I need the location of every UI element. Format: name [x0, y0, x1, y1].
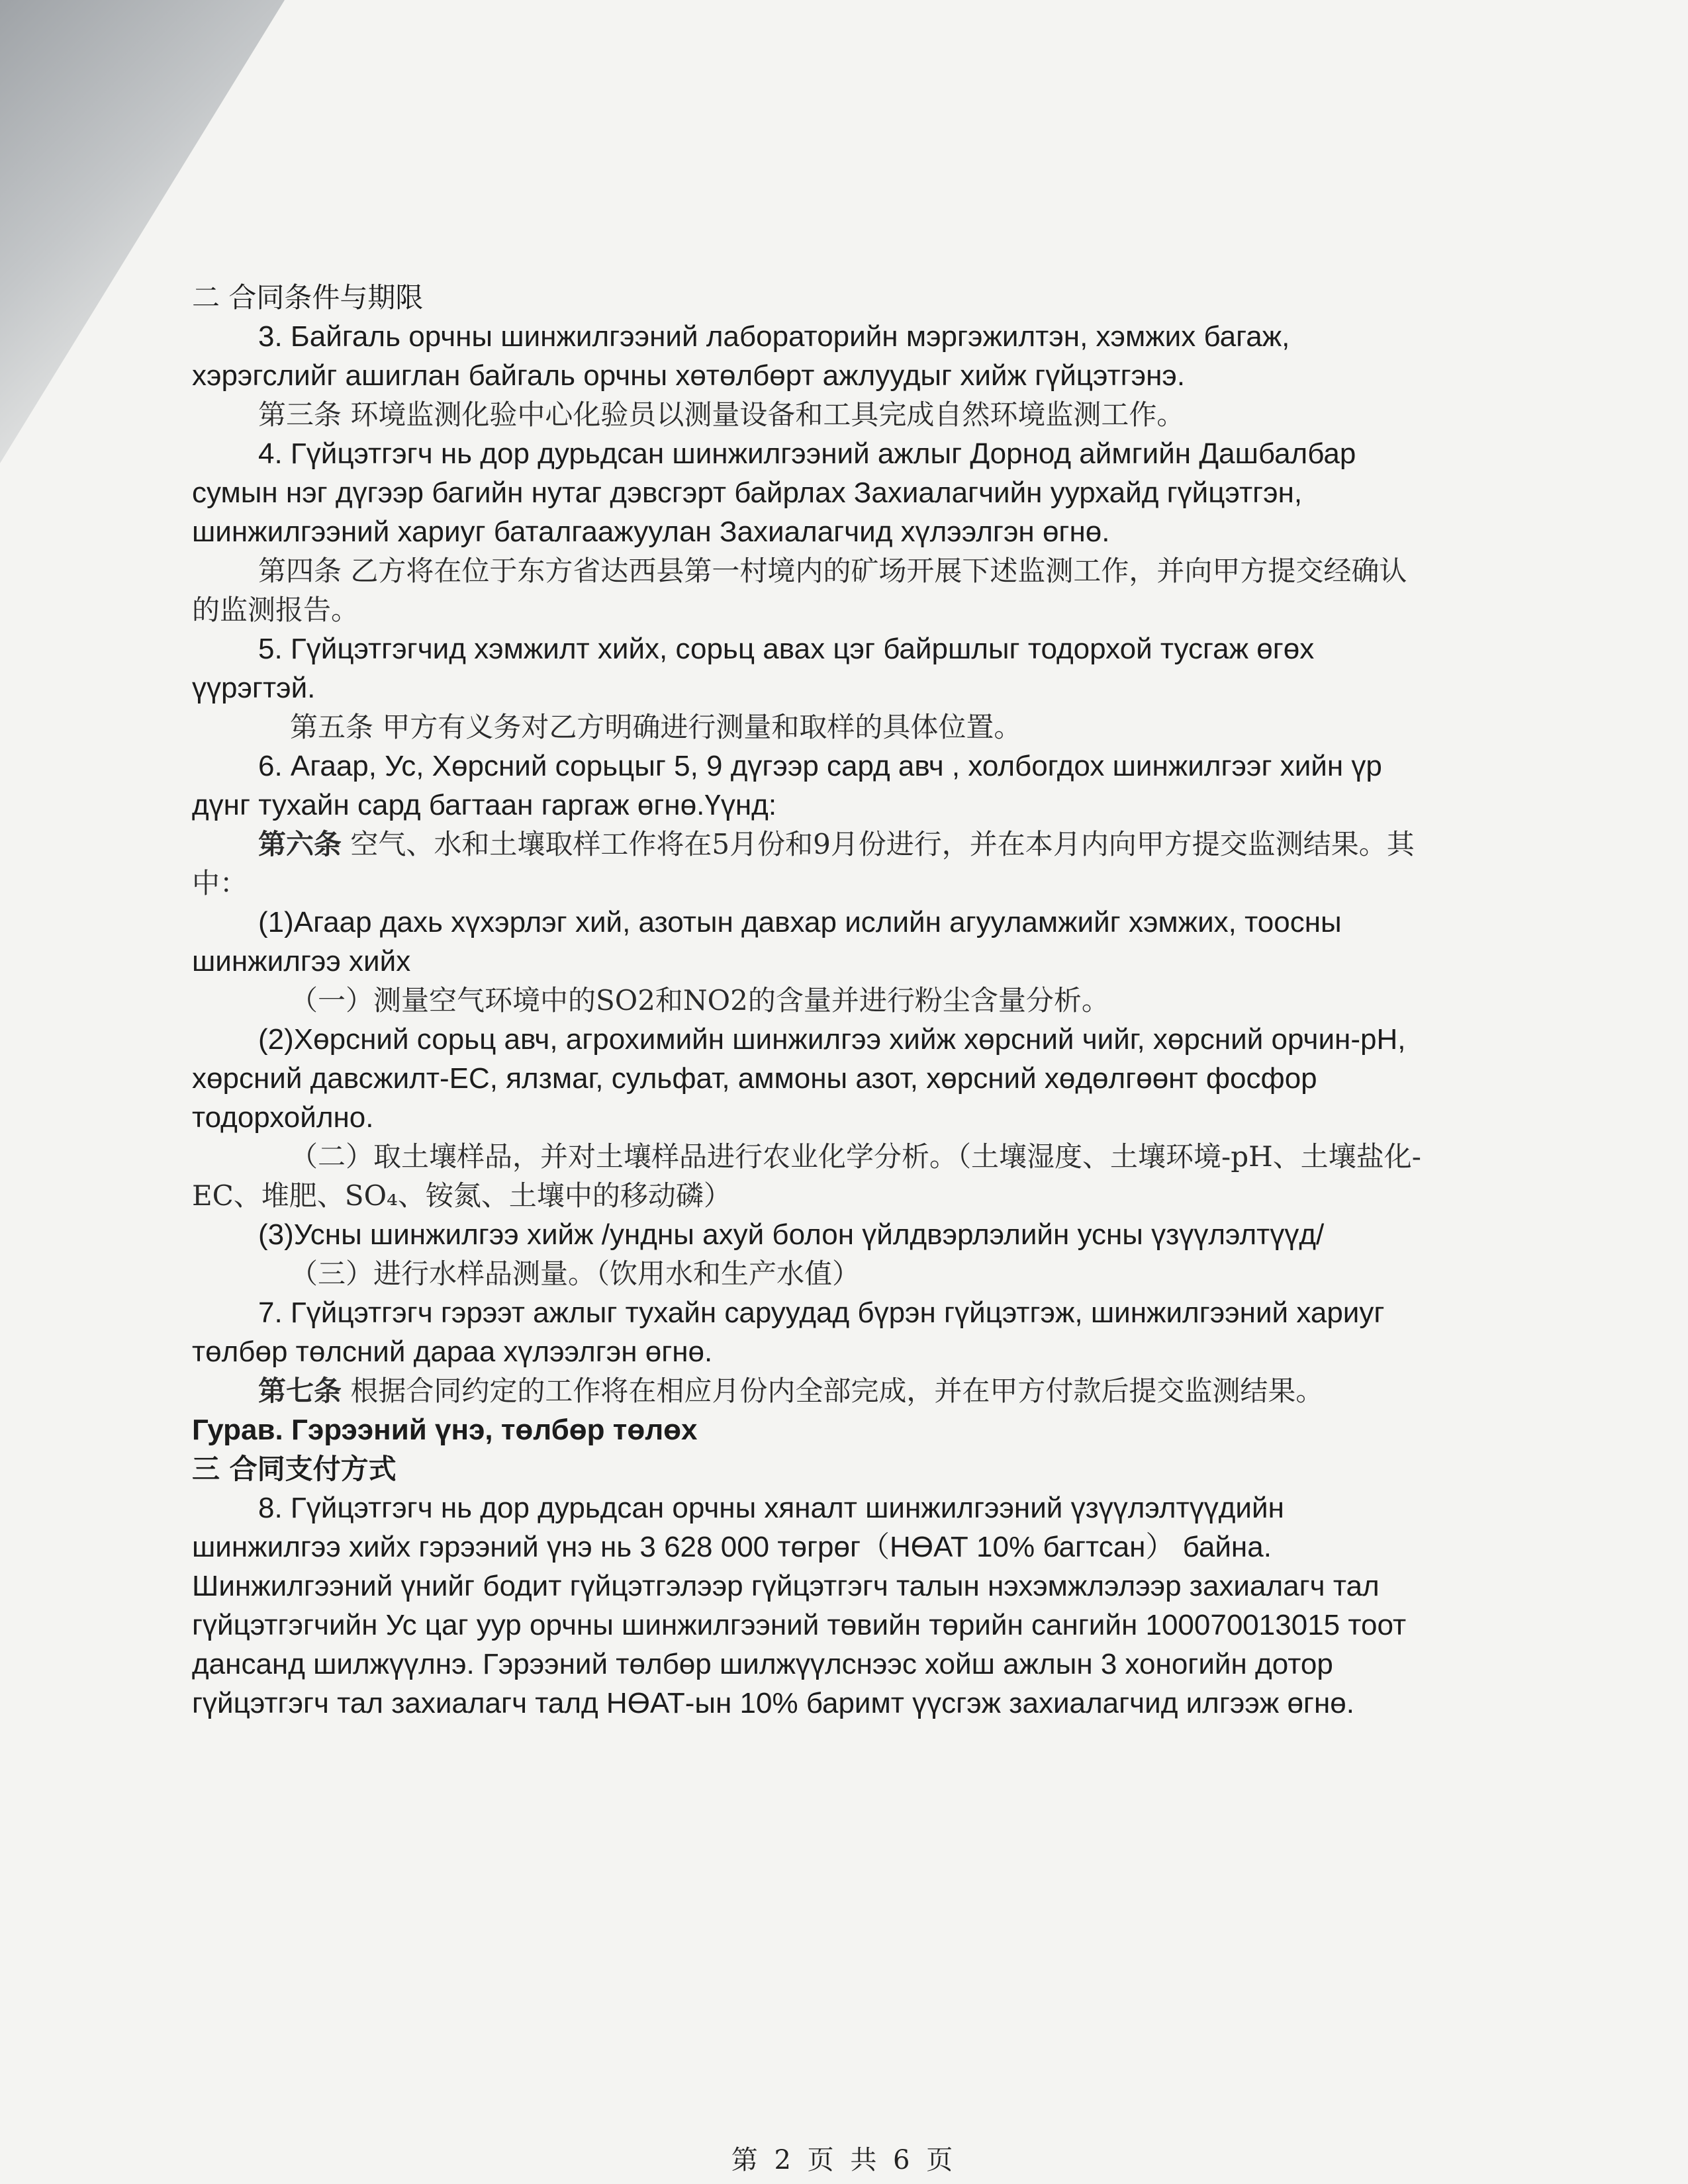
- subclause-2-cn: （二）取土壤样品，并对土壤样品进行农业化学分析。（土壤湿度、土壤环境-pH、土壤盐化-EC、堆肥、SO₄、铵氮、土壤中的移动磷）: [192, 1140, 1421, 1212]
- clause-7-cn-text: 根据合同约定的工作将在相应月份内全部完成，并在甲方付款后提交监测结果。: [342, 1375, 1324, 1407]
- page-footer: 第 2 页 共 6 页: [731, 2145, 957, 2175]
- clause-3-mn: 3. Байгаль орчны шинжилгээний лабораторийн мэргэжилтэн, хэмжих багаж, хэрэгслийг ашиглан байгаль орчны хөтөлбөрт ажлуудыг хийж гүйцэтгэнэ.: [192, 320, 1298, 392]
- clause-7-cn-label: 第七条: [258, 1375, 342, 1407]
- clause-8-mn: 8. Гүйцэтгэгч нь дор дурьдсан орчны хяналт шинжилгээний үзүүлэлтүүдийн шинжилгээ хийх гэрээний үнэ нь 3 628 000 төгрөг（НӨАТ 10% багтсан） байна. Шинжилгээний үнийг бодит гүйцэтгэлээр гүйцэтгэгч талын нэхэмжлэлээр захиалагч тал гүйцэтгэгчийн Ус цаг уур орчны шинжилгээний төвийн төрийн сангийн 100070013015 тоот дансанд шилжүүлнэ. Гэрээний төлбөр шилжүүлснээс хойш ажлын 3 хоногийн дотор гүйцэтгэгч тал захиалагч талд НӨАТ-ын 10% баримт үүсгэж захиалагчид илгээж өгнө.: [192, 1492, 1415, 1719]
- clause-6-cn-label: 第六条: [258, 828, 342, 860]
- clause-4-mn: 4. Гүйцэтгэгч нь дор дурьдсан шинжилгээний ажлыг Дорнод аймгийн Дашбалбар сумын нэг дүгээр багийн нутаг дэвсгэрт байрлах Захиалагчийн уурхайд гүйцэтгэн, шинжилгээний хариуг баталгаажуулан Захиалагчид хүлээлгэн өгнө.: [192, 437, 1364, 548]
- section-heading-cn: 二 合同条件与期限: [192, 281, 424, 314]
- clause-5-cn: 第五条 甲方有义务对乙方明确进行测量和取样的具体位置。: [290, 711, 1022, 743]
- clause-6-cn: [192, 825, 1423, 903]
- clause-6-cn-text: 空气、水和土壤取样工作将在5月份和9月份进行，并在本月内向甲方提交监测结果。其中：: [192, 828, 1415, 899]
- subclause-1-mn: (1)Агаар дахь хүхэрлэг хий, азотын давхар ислийн агууламжийг хэмжих, тоосны шинжилгээ хийх: [192, 906, 1350, 978]
- clause-6-mn: 6. Агаар, Ус, Хөрсний сорьцыг 5, 9 дүгээр сард авч , холбогдох шинжилгээг хийн үр дүнг тухайн сард багтаан гаргаж өгнө.Үүнд:: [192, 750, 1391, 821]
- section-heading-mn-3: Гурав. Гэрээний үнэ, төлбөр төлөх: [192, 1414, 698, 1446]
- clause-7-mn: 7. Гүйцэтгэгч гэрээт ажлыг тухайн саруудад бүрэн гүйцэтгэж, шинжилгээний хариуг төлбөр төлсний дараа хүлээлгэн өгнө.: [192, 1297, 1393, 1368]
- clause-4-cn: 第四条 乙方将在位于东方省达西县第一村境内的矿场开展下述监测工作，并向甲方提交经确认的监测报告。: [192, 555, 1407, 626]
- subclause-3-mn: (3)Усны шинжилгээ хийж /ундны ахуй болон үйлдвэрлэлийн усны үзүүлэлтүүд/: [258, 1218, 1325, 1251]
- clause-7-cn: [192, 1371, 1423, 1410]
- subclause-1-cn: （一）测量空气环境中的SO2和NO2的含量并进行粉尘含量分析。: [290, 984, 1109, 1017]
- document-body: [192, 278, 1423, 1723]
- section-heading-cn-3: 三 合同支付方式: [192, 1453, 397, 1485]
- clause-3-cn: 第三条 环境监测化验中心化验员以测量设备和工具完成自然环境监测工作。: [258, 398, 1185, 431]
- subclause-3-cn: （三）进行水样品测量。（饮用水和生产水值）: [290, 1257, 861, 1290]
- subclause-2-mn: (2)Хөрсний сорьц авч, агрохимийн шинжилгээ хийж хөрсний чийг, хөрсний орчин-pH, хөрсний давсжилт-EC, ялзмаг, сульфат, аммоны азот, хөрсний хөдөлгөөнт фосфор тодорхойлно.: [192, 1023, 1414, 1134]
- clause-5-mn: 5. Гүйцэтгэгчид хэмжилт хийх, сорьц авах цэг байршлыг тодорхой тусгаж өгөх үүрэгтэй.: [192, 633, 1323, 704]
